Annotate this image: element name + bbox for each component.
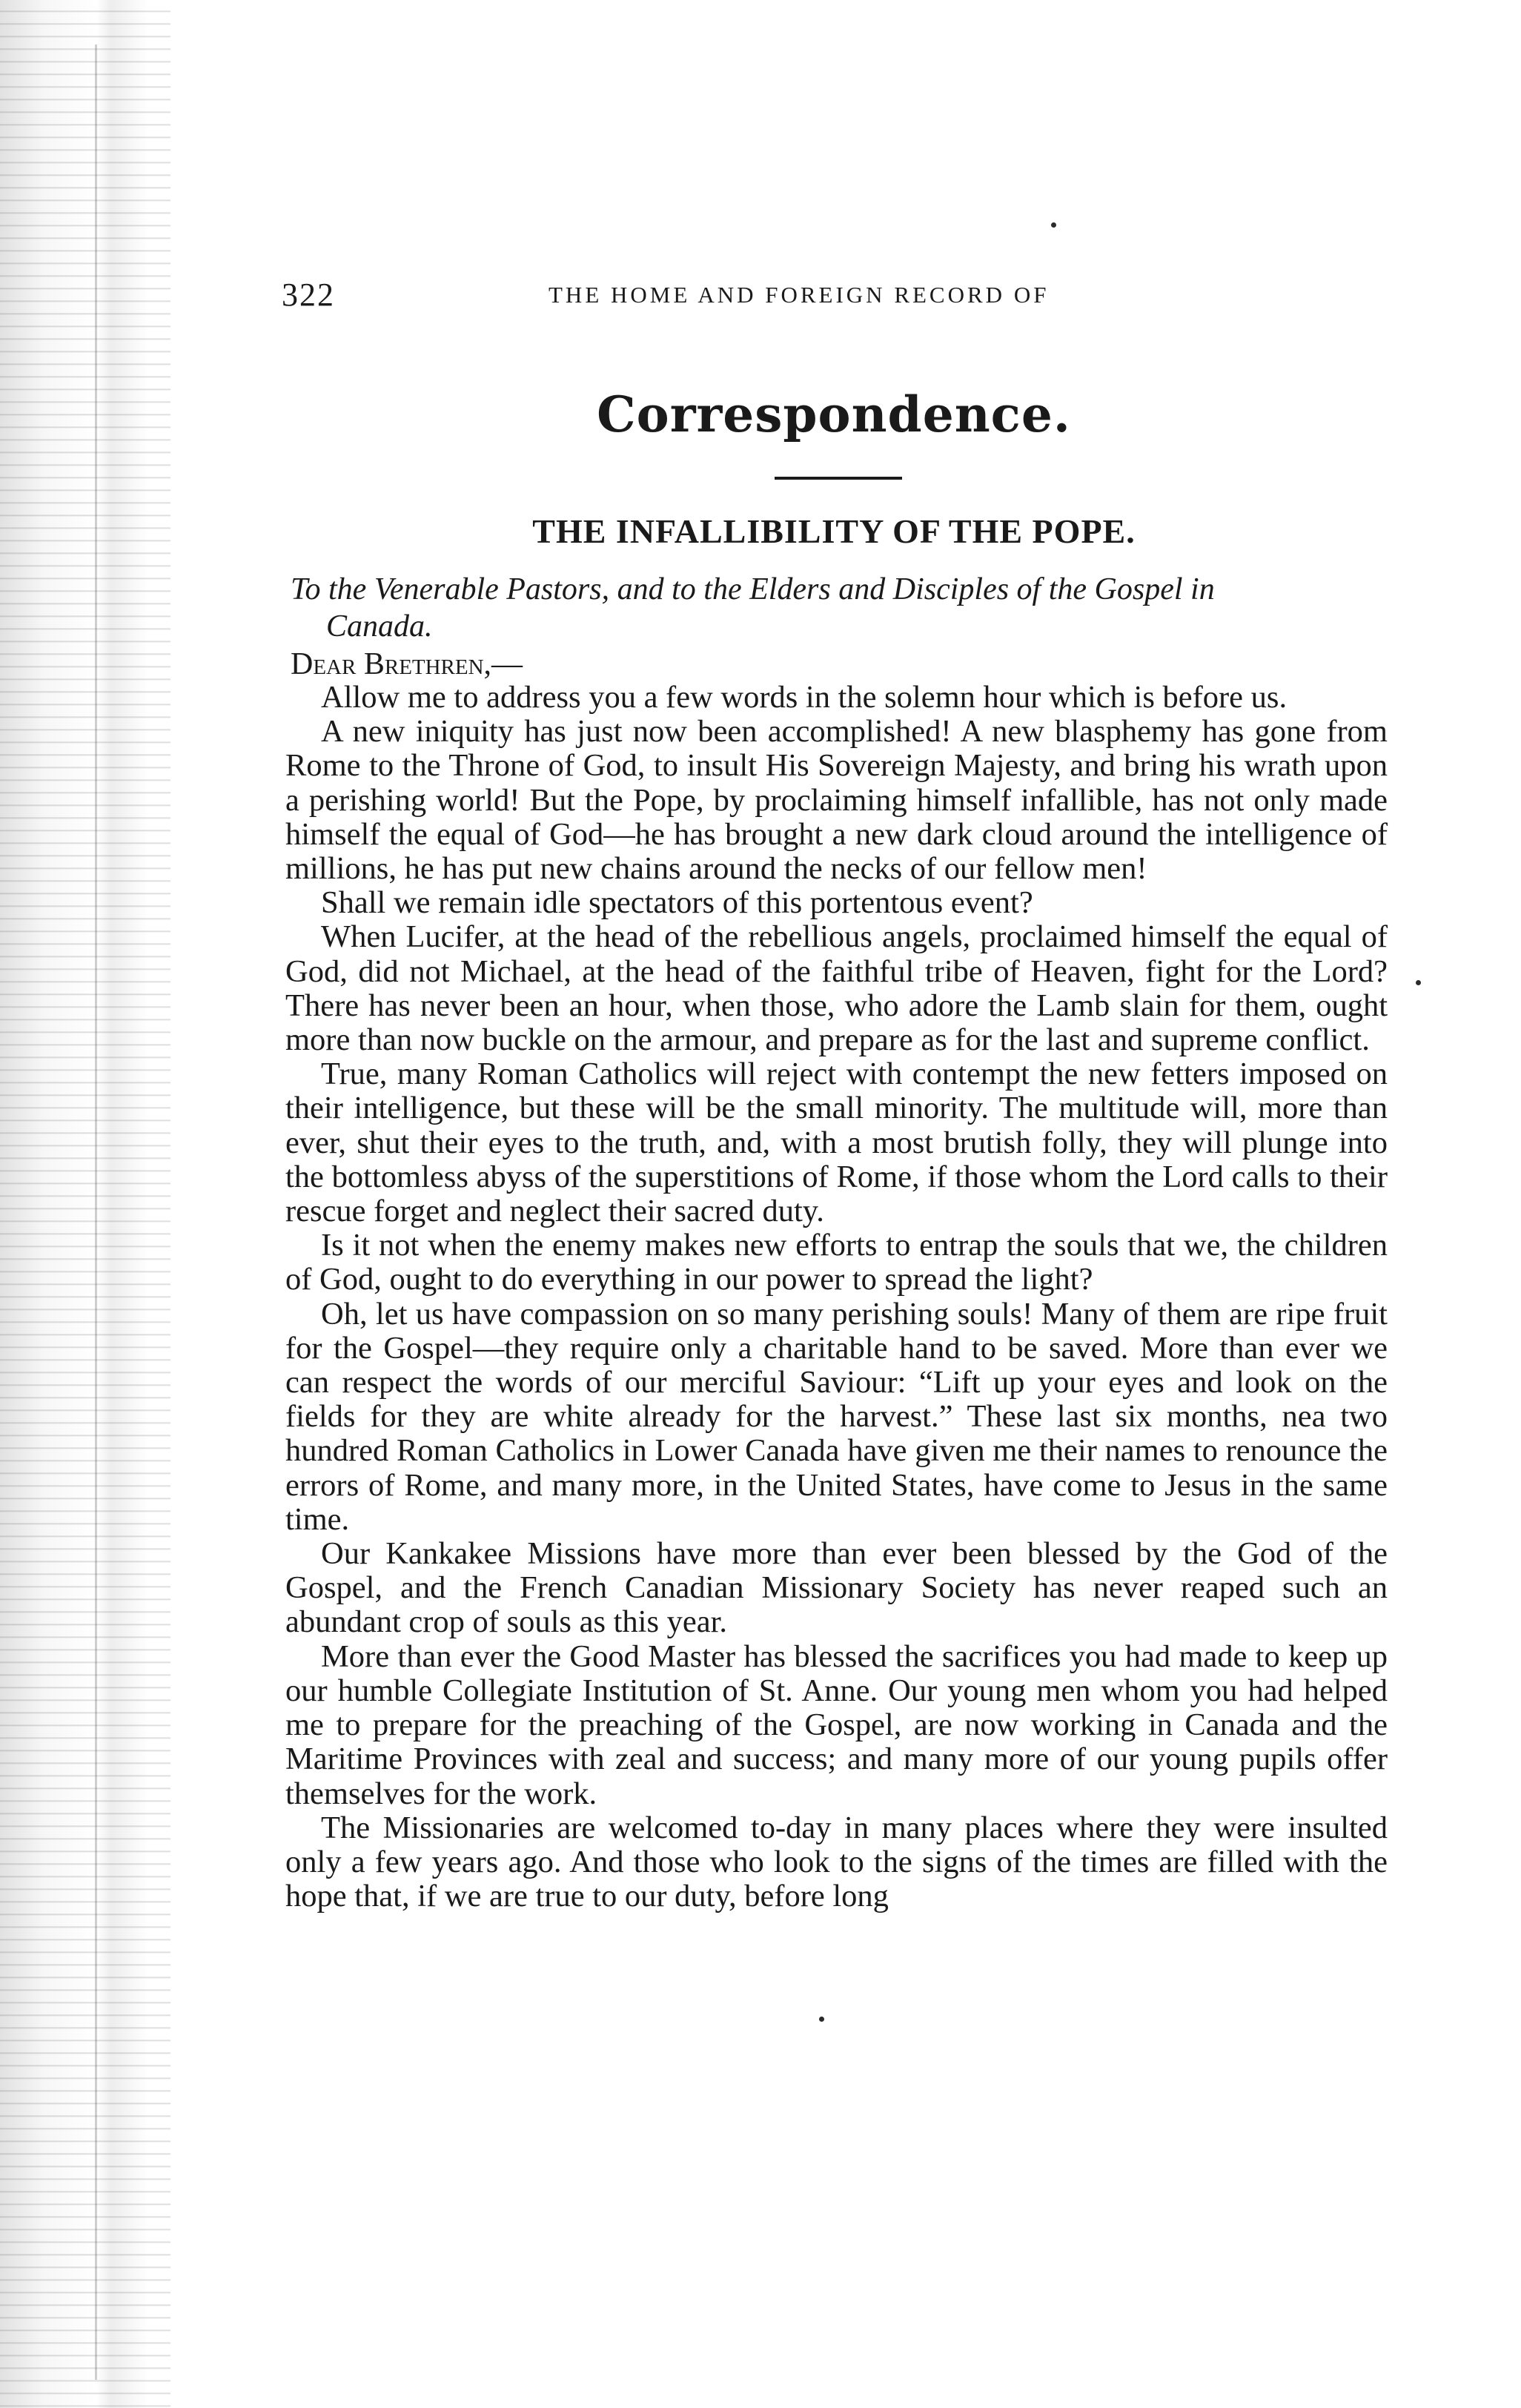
dedication xyxy=(291,571,1386,645)
ink-speck xyxy=(819,2017,824,2022)
paragraph: More than ever the Good Master has blessed the sacrifices you had made to keep up our humble Collegiate Institution of St. Anne. Our young men whom you had helped me to prepare for the preaching of the Gospel, are now working in Canada and the Maritime Provinces with zeal and success; and many more of our young pupils offer themselves for the work. xyxy=(285,1638,1388,1811)
paragraph: True, many Roman Catholics will reject with contempt the new fetters imposed on their intelligence, but these will be the small minority. The multitude will, more than ever, shut their eyes to the truth, and, with a most brutish folly, they will plunge into the bottomless abyss of the superstitions of Rome, if those whom the Lord calls to their rescue forget and neglect their sacred duty. xyxy=(285,1056,1388,1229)
title-divider xyxy=(775,477,902,480)
paragraph: When Lucifer, at the head of the rebellious angels, proclaimed himself the equal of God, did not Michael, at the head of the faithful tribe of Heaven, fight for the Lord? There has never been an hour, when those, who adore the Lamb slain for them, ought more than now buckle on the armour, and prepare as for the last and supreme conflict. xyxy=(285,919,1388,1058)
paragraph: Shall we remain idle spectators of this portentous event? xyxy=(321,885,1033,921)
ink-speck xyxy=(1051,222,1056,228)
ink-speck xyxy=(1416,980,1421,985)
paragraph: Allow me to address you a few words in the solemn hour which is before us. xyxy=(321,680,1288,715)
article-title: THE INFALLIBILITY OF THE POPE. xyxy=(532,512,1136,550)
page-header xyxy=(282,276,1394,320)
dedication-line-1: To the Venerable Pastors, and to the Elders and Disciples of the Gospel in xyxy=(291,572,1215,606)
dedication-line-2: Canada. xyxy=(326,609,433,644)
paragraph: The Missionaries are welcomed to-day in many places where they were insulted only a few years ago. And those who look to the signs of the times are filled with the hope that, if we are true to our duty, before long xyxy=(285,1810,1388,1914)
salutation: Dear Brethren,— xyxy=(291,647,523,681)
running-head: THE HOME AND FOREIGN RECORD OF xyxy=(549,282,1050,308)
page-number: 322 xyxy=(282,277,335,313)
gutter-rule xyxy=(95,44,97,2380)
section-title: Correspondence. xyxy=(597,386,1071,443)
paragraph: A new iniquity has just now been accomplished! A new blasphemy has gone from Rome to the Throne of God, to insult His Sovereign Majesty, and bring his wrath upon a perishing world! But the Pope, by proclaiming himself infallible, has not only made himself the equal of God—he has brought a new dark cloud around the intelligence of millions, he has put new chains around the necks of our fellow men! xyxy=(285,714,1388,887)
paragraph: Oh, let us have compassion on so many perishing souls! Many of them are ripe fruit for the Gospel—they require only a charitable hand to be saved. More than ever we can respect the words of our merciful Saviour: “Lift up your eyes and look on the fields for they are white already for the harvest.” These last six months, nea two hundred Roman Catholics in Lower Canada have given me their names to renounce the errors of Rome, and many more, in the United States, have come to Jesus in the same time. xyxy=(285,1296,1388,1537)
paragraph: Is it not when the enemy makes new efforts to entrap the souls that we, the children of God, ought to do everything in our power to spread the light? xyxy=(285,1228,1388,1297)
paragraph: Our Kankakee Missions have more than ever been blessed by the God of the Gospel, and the French Canadian Missionary Society has never reaped such an abundant crop of souls as this year. xyxy=(285,1536,1388,1640)
binding-gutter xyxy=(0,0,170,2408)
article-body xyxy=(285,681,1388,1914)
